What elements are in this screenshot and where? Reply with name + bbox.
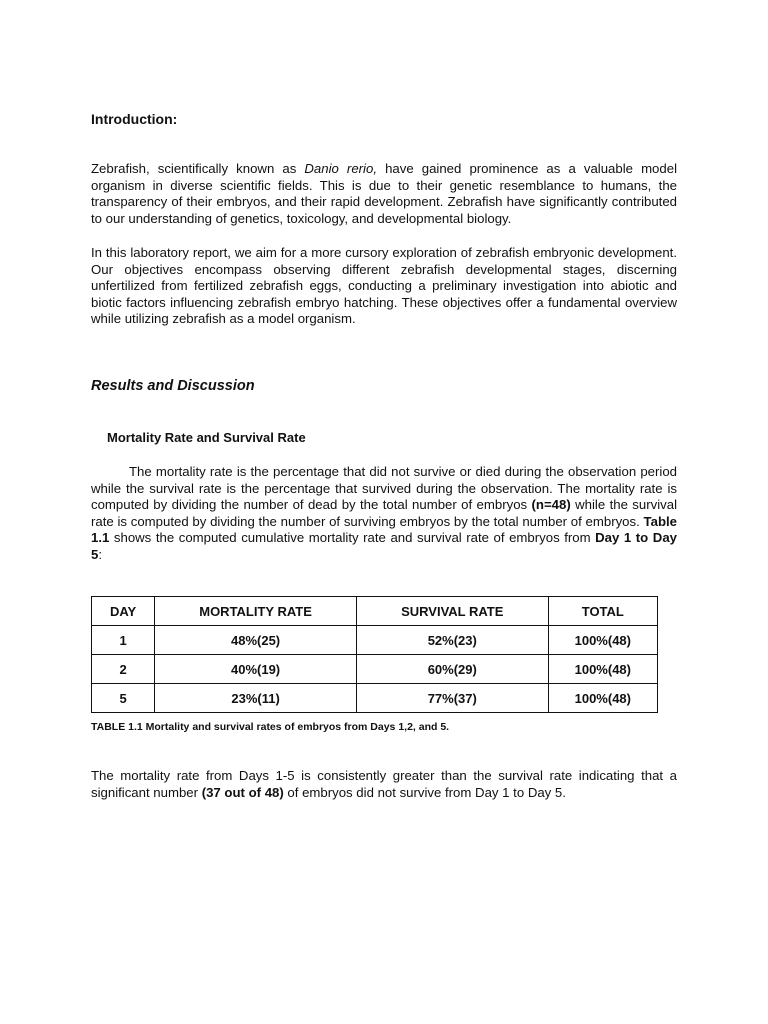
text-run: while the survival rate is computed by dividing the number of surviving embryos by the total number of embryos. (91, 497, 677, 529)
text-run: Zebrafish, scientifically known as (91, 161, 305, 176)
introduction-heading: Introduction: (91, 111, 178, 127)
table-cell: 1 (92, 626, 155, 655)
table-row (92, 684, 658, 713)
mortality-paragraph (91, 464, 677, 564)
results-heading: Results and Discussion (91, 378, 255, 394)
table-cell: 100%(48) (548, 684, 657, 713)
table-cell: 100%(48) (548, 655, 657, 684)
table-row (92, 655, 658, 684)
table-cell: 23%(11) (155, 684, 357, 713)
table-cell: 77%(37) (356, 684, 548, 713)
table-caption: TABLE 1.1 Mortality and survival rates of embryos from Days 1,2, and 5. (91, 721, 450, 733)
text-run: In this laboratory report, we aim for a more cursory exploration of zebrafish embryonic development. Our objectives encompass observing different zebrafish developmental stages, discerning unfertilized from fertilized zebrafish eggs, conducting a preliminary investigation into abiotic and biotic factors influencing zebrafish embryo hatching. These objectives offer a fundamental overview while utilizing zebrafish as a model organism. (91, 245, 677, 327)
mortality-subheading: Mortality Rate and Survival Rate (107, 430, 306, 445)
bold-text-run: Day 1 to Day 5 (91, 530, 677, 562)
text-run: : (98, 546, 103, 562)
bold-text-run: Table 1.1 (91, 513, 677, 546)
table-header-cell: TOTAL (548, 597, 657, 626)
intro-paragraph-2 (91, 245, 677, 328)
table-cell: 52%(23) (356, 626, 548, 655)
bold-text-run: (n=48) (531, 497, 571, 513)
table-row (92, 626, 658, 655)
text-run: shows the computed cumulative mortality rate and survival rate of embryos from (109, 530, 596, 546)
text-run: The mortality rate is the percentage that did not survive or died during the observation period while the survival rate is the percentage that survived during the observation. The mortality rate is computed by dividing the number of dead by the total number of embryos (91, 464, 677, 513)
table-cell: 60%(29) (356, 655, 548, 684)
table-header-row (92, 597, 658, 626)
table-cell: 2 (92, 655, 155, 684)
table-cell: 5 (92, 684, 155, 713)
table-cell: 40%(19) (155, 655, 357, 684)
table-header-cell: DAY (92, 597, 155, 626)
table-cell: 100%(48) (548, 626, 657, 655)
intro-paragraph-1 (91, 161, 677, 227)
bold-text-run: (37 out of 48) (201, 784, 284, 800)
table-header-cell: MORTALITY RATE (155, 597, 357, 626)
table-cell: 48%(25) (155, 626, 357, 655)
text-run: have gained prominence as a valuable model organism in diverse scientific fields. This is due to their genetic resemblance to humans, the transparency of their embryos, and their rapid development. Zebrafish have significantly contributed to our understanding of genetics, toxicology, and developmental biology. (91, 161, 677, 226)
table-header-cell: SURVIVAL RATE (356, 597, 548, 626)
conclusion-paragraph (91, 768, 677, 801)
text-run: of embryos did not survive from Day 1 to Day 5. (283, 784, 566, 800)
mortality-table (91, 596, 658, 713)
italic-text-run: Danio rerio, (304, 161, 377, 176)
text-run: The mortality rate from Days 1-5 is consistently greater than the survival rate indicating that a significant number (91, 768, 677, 800)
